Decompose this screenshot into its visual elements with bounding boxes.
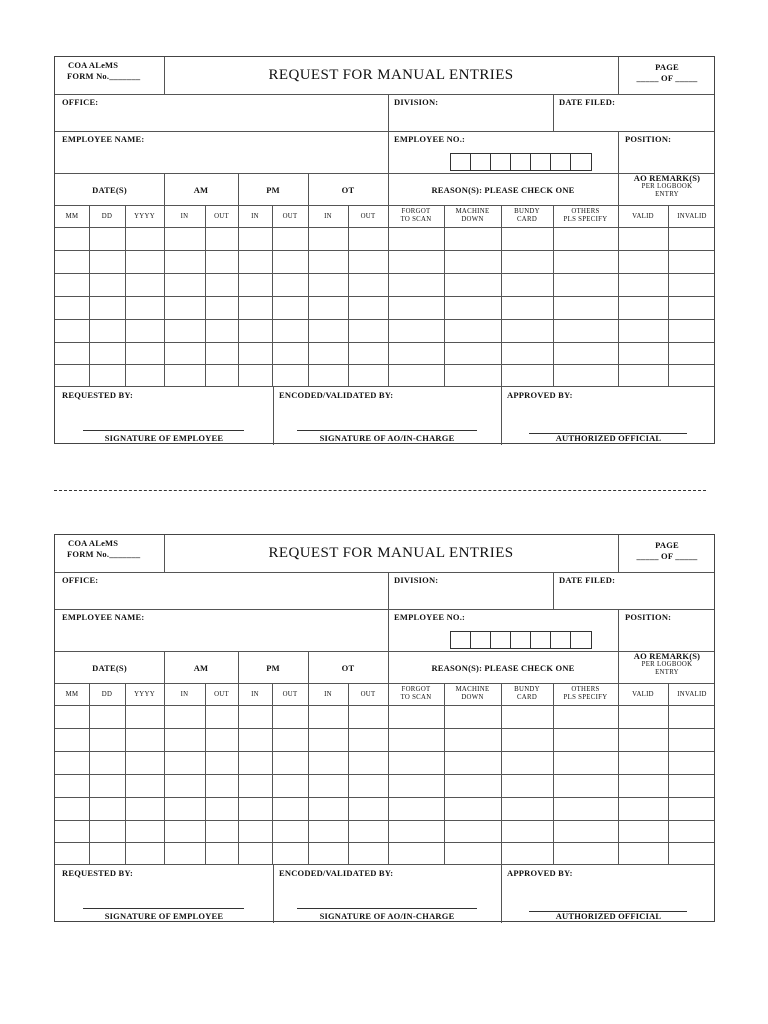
rule [55, 342, 714, 343]
forgot-header: FORGOT TO SCAN [400, 208, 432, 223]
page-number: PAGE _____ OF _____ [636, 62, 698, 83]
position-label: POSITION: [625, 612, 672, 622]
ot-out-header: OUT [360, 213, 376, 220]
rule [55, 651, 714, 652]
yyyy-header: YYYY [134, 213, 155, 220]
rule [388, 651, 389, 864]
employee-name-label: EMPLOYEE NAME: [62, 134, 145, 144]
rule [618, 173, 619, 386]
rule [618, 609, 619, 651]
ot-in-header: IN [324, 213, 332, 220]
employee-no-label: EMPLOYEE NO.: [394, 612, 466, 622]
rule [553, 94, 554, 131]
employee-no-label: EMPLOYEE NO.: [394, 134, 466, 144]
rule [553, 572, 554, 609]
rule [308, 651, 309, 864]
rule [55, 386, 714, 387]
page-number: PAGE _____ OF _____ [636, 540, 698, 561]
employee-name-label: EMPLOYEE NAME: [62, 612, 145, 622]
signature-employee-caption: SIGNATURE OF EMPLOYEE [104, 433, 224, 443]
am-out-header: OUT [214, 213, 229, 220]
machine-header: MACHINE DOWN [455, 208, 490, 223]
rule [388, 572, 389, 651]
rule [125, 205, 126, 386]
rule [55, 842, 714, 843]
signature-ao-caption: SIGNATURE OF AO/IN-CHARGE [319, 433, 455, 443]
mm-header: MM [65, 213, 79, 220]
rule [55, 751, 714, 752]
rule [55, 319, 714, 320]
machine-header: MACHINE DOWN [455, 686, 490, 701]
rule [348, 683, 349, 864]
authorized-official-caption: AUTHORIZED OFFICIAL [555, 911, 662, 921]
signature-line [83, 430, 244, 431]
rule [55, 774, 714, 775]
rule [388, 94, 389, 173]
approved-by-label: APPROVED BY: [507, 868, 573, 878]
employee-no-boxes[interactable] [450, 631, 592, 649]
rule [55, 820, 714, 821]
rule [55, 94, 714, 95]
others-header: OTHERS PLS SPECIFY [563, 208, 608, 223]
rule [55, 683, 714, 684]
rule [55, 296, 714, 297]
rule [444, 205, 445, 386]
rule [55, 609, 714, 610]
cut-line [54, 490, 706, 491]
request-form-bottom [54, 534, 715, 922]
requested-by-label: REQUESTED BY: [62, 390, 134, 400]
encoded-by-label: ENCODED/VALIDATED BY: [279, 868, 394, 878]
rule [238, 173, 239, 386]
pm-out-header: OUT [282, 213, 298, 220]
rule [125, 683, 126, 864]
rule [308, 173, 309, 386]
office-label: OFFICE: [62, 575, 99, 585]
form-title: REQUEST FOR MANUAL ENTRIES [268, 67, 514, 83]
rule [618, 651, 619, 864]
valid-header: VALID [632, 213, 654, 220]
form-title: REQUEST FOR MANUAL ENTRIES [268, 545, 514, 561]
valid-header: VALID [632, 691, 654, 698]
signature-line [83, 908, 244, 909]
reasons-header: REASON(S): PLEASE CHECK ONE [431, 185, 575, 195]
rule [205, 205, 206, 386]
position-label: POSITION: [625, 134, 672, 144]
rule [348, 205, 349, 386]
rule [164, 651, 165, 864]
authorized-official-caption: AUTHORIZED OFFICIAL [555, 433, 662, 443]
pm-header: PM [266, 663, 280, 673]
rule [501, 205, 502, 386]
org-label: COA ALeMS FORM No._______ [67, 538, 141, 559]
org-label: COA ALeMS FORM No._______ [67, 60, 141, 81]
am-header: AM [193, 185, 209, 195]
invalid-header: INVALID [677, 213, 707, 220]
rule [55, 864, 714, 865]
signature-ao-caption: SIGNATURE OF AO/IN-CHARGE [319, 911, 455, 921]
office-label: OFFICE: [62, 97, 99, 107]
dd-header: DD [101, 213, 113, 220]
signature-line [297, 908, 477, 909]
encoded-by-label: ENCODED/VALIDATED BY: [279, 390, 394, 400]
rule [55, 227, 714, 228]
am-in-header: IN [180, 213, 189, 220]
division-label: DIVISION: [394, 575, 439, 585]
bundy-header: BUNDY CARD [514, 208, 540, 223]
employee-no-boxes[interactable] [450, 153, 592, 171]
ot-header: OT [341, 663, 355, 673]
ot-out-header: OUT [360, 691, 376, 698]
invalid-header: INVALID [677, 691, 707, 698]
ot-in-header: IN [324, 691, 332, 698]
rule [388, 173, 389, 386]
rule [55, 131, 714, 132]
rule [205, 683, 206, 864]
request-form-top [54, 56, 715, 444]
rule [89, 683, 90, 864]
yyyy-header: YYYY [134, 691, 155, 698]
rule [444, 683, 445, 864]
requested-by-label: REQUESTED BY: [62, 868, 134, 878]
signature-line [297, 430, 477, 431]
bundy-header: BUNDY CARD [514, 686, 540, 701]
rule [55, 705, 714, 706]
rule [55, 364, 714, 365]
dd-header: DD [101, 691, 113, 698]
rule [55, 572, 714, 573]
ot-header: OT [341, 185, 355, 195]
rule [272, 683, 273, 864]
approved-by-label: APPROVED BY: [507, 390, 573, 400]
mm-header: MM [65, 691, 79, 698]
ao-remarks-header: AO REMARK(S) PER LOGBOOK ENTRY [633, 173, 701, 198]
rule [618, 131, 619, 173]
rule [55, 797, 714, 798]
rule [668, 683, 669, 864]
pm-out-header: OUT [282, 691, 298, 698]
am-header: AM [193, 663, 209, 673]
rule [553, 205, 554, 386]
rule [668, 205, 669, 386]
dates-header: DATE(S) [92, 663, 127, 673]
date-filed-label: DATE FILED: [559, 97, 616, 107]
rule [164, 173, 165, 386]
am-in-header: IN [180, 691, 189, 698]
rule [272, 205, 273, 386]
rule [238, 651, 239, 864]
rule [55, 728, 714, 729]
rule [553, 683, 554, 864]
pm-in-header: IN [251, 691, 259, 698]
division-label: DIVISION: [394, 97, 439, 107]
pm-header: PM [266, 185, 280, 195]
others-header: OTHERS PLS SPECIFY [563, 686, 608, 701]
pm-in-header: IN [251, 213, 259, 220]
forgot-header: FORGOT TO SCAN [400, 686, 432, 701]
rule [55, 173, 714, 174]
rule [501, 683, 502, 864]
signature-employee-caption: SIGNATURE OF EMPLOYEE [104, 911, 224, 921]
date-filed-label: DATE FILED: [559, 575, 616, 585]
rule [89, 205, 90, 386]
am-out-header: OUT [214, 691, 229, 698]
rule [55, 250, 714, 251]
reasons-header: REASON(S): PLEASE CHECK ONE [431, 663, 575, 673]
rule [55, 205, 714, 206]
dates-header: DATE(S) [92, 185, 127, 195]
ao-remarks-header: AO REMARK(S) PER LOGBOOK ENTRY [633, 651, 701, 676]
rule [55, 273, 714, 274]
